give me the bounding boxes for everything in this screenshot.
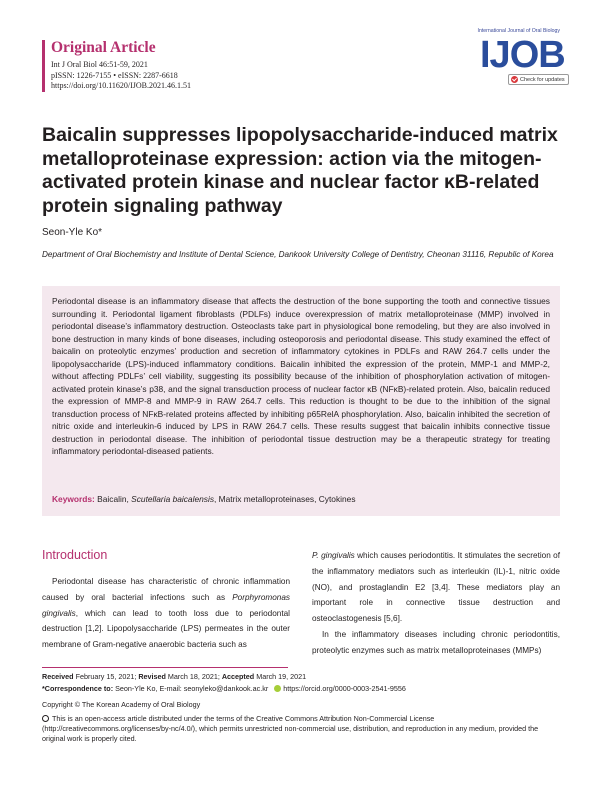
- body-paragraph: [42, 574, 290, 653]
- journal-name: International Journal of Oral Biology: [477, 28, 560, 34]
- check-updates-button[interactable]: [508, 74, 569, 85]
- body-text: , which can lead to tooth loss due to periodontal destruction [1,2]. Lipopolysaccharide (LPS) permeates in the outer membrane of Gram-negative anaerobic bacteria such as: [42, 608, 290, 650]
- check-updates-icon: [511, 76, 518, 83]
- correspondence: [42, 684, 562, 694]
- footer-divider: [42, 667, 288, 668]
- received-date: February 15, 2021;: [75, 672, 137, 681]
- body-column-left: [42, 574, 290, 653]
- body-text: Periodontal disease has characteristic of chronic inflammation caused by oral bacterial infections such as: [42, 577, 290, 602]
- correspondence-email[interactable]: Seon-Yle Ko, E-mail: seonyleko@dankook.ac.kr: [115, 684, 269, 693]
- title-line: metalloproteinase expression: action via the mitogen-: [42, 147, 542, 170]
- keyword: Baicalin,: [97, 494, 129, 504]
- citation: Int J Oral Biol 46:51-59, 2021: [51, 60, 148, 69]
- author: Seon-Yle Ko*: [42, 227, 103, 238]
- body-text: which causes periodontitis. It stimulates the secretion of the inflammatory mediators such as interleukin (IL)-1, nitric oxide (NO), and prostaglandin E2 [3,4]. These mediators play an important role in connective tissue destruction and osteoclastogenesis [5,6].: [312, 551, 560, 624]
- accepted-date: March 19, 2021: [256, 672, 307, 681]
- accepted-label: Accepted: [221, 672, 255, 681]
- citation-block: [51, 60, 191, 92]
- correspondence-label: *Correspondence to:: [42, 684, 114, 693]
- creative-commons-icon: [42, 715, 49, 722]
- body-italic: Porphyromonas gingivalis: [42, 592, 290, 618]
- doi-link[interactable]: https://doi.org/10.11620/IJOB.2021.46.1.51: [51, 81, 192, 91]
- keywords: [52, 494, 356, 504]
- body-paragraph: In the inflammatory diseases including chronic periodontitis, proteolytic enzymes such as matrix metalloproteinases (MMPs): [312, 629, 560, 655]
- affiliation: Department of Oral Biochemistry and Institute of Dental Science, Dankook University College of Dentistry, Cheonan 31116, Republic of Korea: [42, 250, 554, 259]
- journal-logo: [470, 28, 565, 88]
- revised-label: Revised: [138, 672, 166, 681]
- check-updates-label: Check for updates: [520, 76, 565, 83]
- section-heading-introduction: Introduction: [42, 548, 108, 562]
- orcid-link[interactable]: https://orcid.org/0000-0003-2541-9556: [283, 684, 406, 693]
- title-line: activated protein kinase and nuclear factor κB-related: [42, 171, 540, 193]
- received-dates: [42, 672, 562, 682]
- body-column-right: [312, 548, 560, 659]
- abstract-box: [42, 286, 560, 516]
- article-title: [42, 124, 562, 218]
- keywords-label: Keywords:: [52, 494, 95, 504]
- body-italic: P. gingivalis: [312, 551, 355, 560]
- logo-mark: IJOB: [480, 34, 565, 76]
- keyword-italic: Scutellaria baicalensis: [131, 494, 215, 504]
- body-paragraph: [312, 548, 560, 627]
- copyright: Copyright © The Korean Academy of Oral Biology: [42, 700, 201, 709]
- license-text: This is an open-access article distributed under the terms of the Creative Commons Attribution Non-Commercial License (http://creativecommons.org/licenses/by-nc/4.0/), which permits unrestricted non-commercial use, distribution, and reproduction in any medium, provided the original work is properly cited.: [42, 714, 539, 743]
- title-line: Baicalin suppresses lipopolysaccharide-induced matrix: [42, 124, 558, 146]
- abstract-text: Periodontal disease is an inflammatory disease that affects the destruction of the bone supporting the tooth and connective tissues surrounding it. Periodontal ligament fibroblasts (PDLFs) induce overexpression of matrix metalloproteinase (MMP) involved in periodontal disease’s inflammatory destruction. Osteoclasts take part in physiological bone remodeling, but they are also involved in bone destruction in many kinds of bone diseases, including osteoporosis and periodontal disease. This study examined the effect of baicalin on proteolytic enzymes’ production and secretion of inflammatory cytokines in PDLFs and RAW 264.7 cells under the lipopolysaccharide (LPS)-induced inflammatory conditions. Baicalin inhibited the expression of the protein, MMP-1 and MMP-2, without affecting PDLFs’ cell viability, suggesting its possibility because of the inhibition of phosphorylation activation of mitogen-activated protein kinase’s p38, and the signal transduction process of nuclear factor κB (NFκB)-related protein. Also, baicalin reduced the expression of MMP-8 and MMP-9 in RAW 264.7 cells. This reduction is thought to be due to the inhibition of the signal transduction process of NFκB-related proteins affected by inhibiting p65RelA phosphorylation. Also, baicalin inhibited the secretion of nitric oxide and interleukin-6 induced by LPS in RAW 264.7 cells. These results suggest that baicalin inhibits connective tissue destruction in periodontal disease. The inhibition of periodontal tissue destruction may be a therapeutic strategy for treating inflammatory periodontal-diseased patients.: [52, 296, 550, 456]
- received-label: Received: [42, 672, 74, 681]
- orcid-icon: [274, 685, 281, 692]
- article-type: Original Article: [51, 39, 156, 56]
- title-line: protein signaling pathway: [42, 194, 283, 217]
- license: [42, 714, 562, 744]
- keyword-rest: , Matrix metalloproteinases, Cytokines: [214, 494, 356, 504]
- issn: pISSN: 1226-7155 • eISSN: 2287-6618: [51, 70, 178, 80]
- revised-date: March 18, 2021;: [167, 672, 220, 681]
- header-accent-bar: [42, 40, 45, 92]
